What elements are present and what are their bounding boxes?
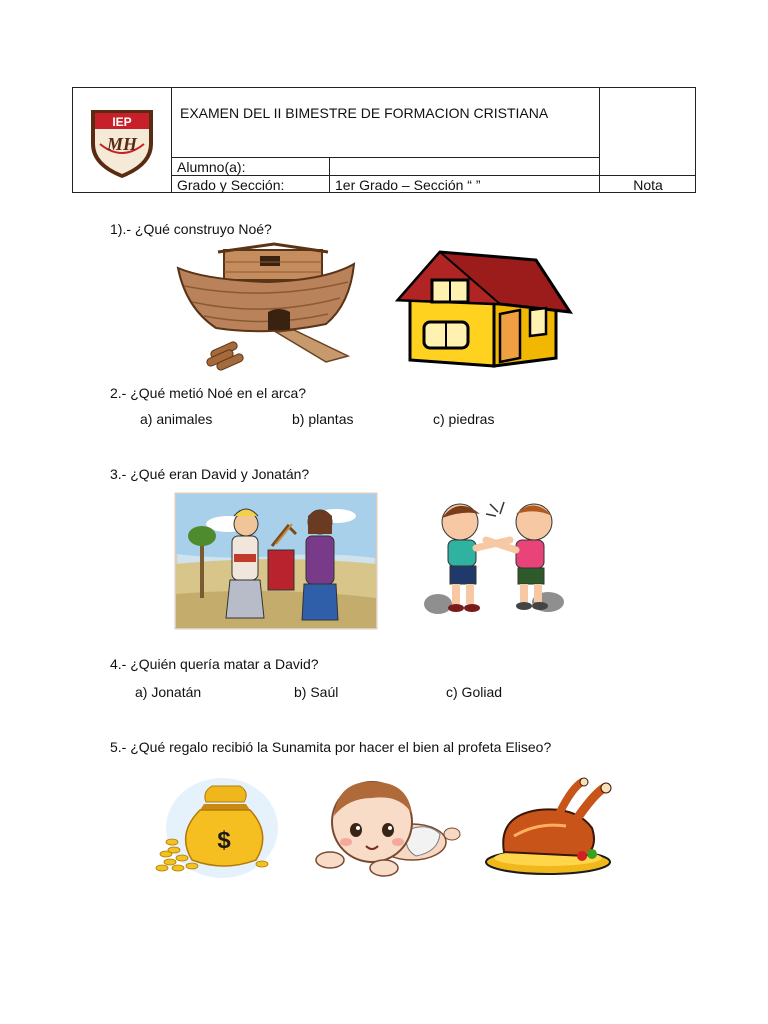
header-table: [72, 87, 696, 193]
friends-image: [176, 494, 376, 628]
logo-text: IEP: [112, 115, 132, 129]
money-bag-image: [152, 772, 280, 882]
house-image: [396, 248, 572, 372]
option-4a[interactable]: a) Jonatán: [135, 684, 202, 700]
fighting-boys-image: [424, 496, 570, 622]
option-4c[interactable]: c) Goliad: [446, 684, 503, 700]
option-4b[interactable]: b) Saúl: [294, 684, 339, 700]
question-5: 5.- ¿Qué regalo recibió la Sunamita por hacer el bien al profeta Eliseo?: [110, 739, 552, 755]
question-2: 2.- ¿Qué metió Noé en el arca?: [110, 385, 307, 401]
school-logo: [87, 104, 157, 180]
logo-initials: MH: [106, 134, 138, 154]
student-label: Alumno(a):: [177, 159, 246, 175]
roast-chicken-image: [486, 782, 614, 878]
header-divider: [171, 157, 599, 158]
question-3: 3.- ¿Qué eran David y Jonatán?: [110, 466, 310, 482]
grade-value: 1er Grado – Sección “ ”: [335, 177, 481, 193]
exam-title: EXAMEN DEL II BIMESTRE DE FORMACION CRISTIANA: [180, 105, 549, 121]
option-2a[interactable]: a) animales: [140, 411, 213, 427]
option-2c[interactable]: c) piedras: [433, 411, 495, 427]
question-4: 4.- ¿Quién quería matar a David?: [110, 656, 319, 672]
option-2b[interactable]: b) plantas: [292, 411, 354, 427]
svg-text:$: $: [217, 827, 231, 854]
grade-label: Grado y Sección:: [177, 177, 285, 193]
ark-image: [176, 246, 358, 370]
header-divider: [171, 175, 695, 176]
baby-image: [312, 772, 462, 884]
header-divider: [171, 88, 172, 192]
question-1: 1).- ¿Qué construyo Noé?: [110, 221, 272, 237]
grade-note-label: Nota: [633, 177, 663, 193]
